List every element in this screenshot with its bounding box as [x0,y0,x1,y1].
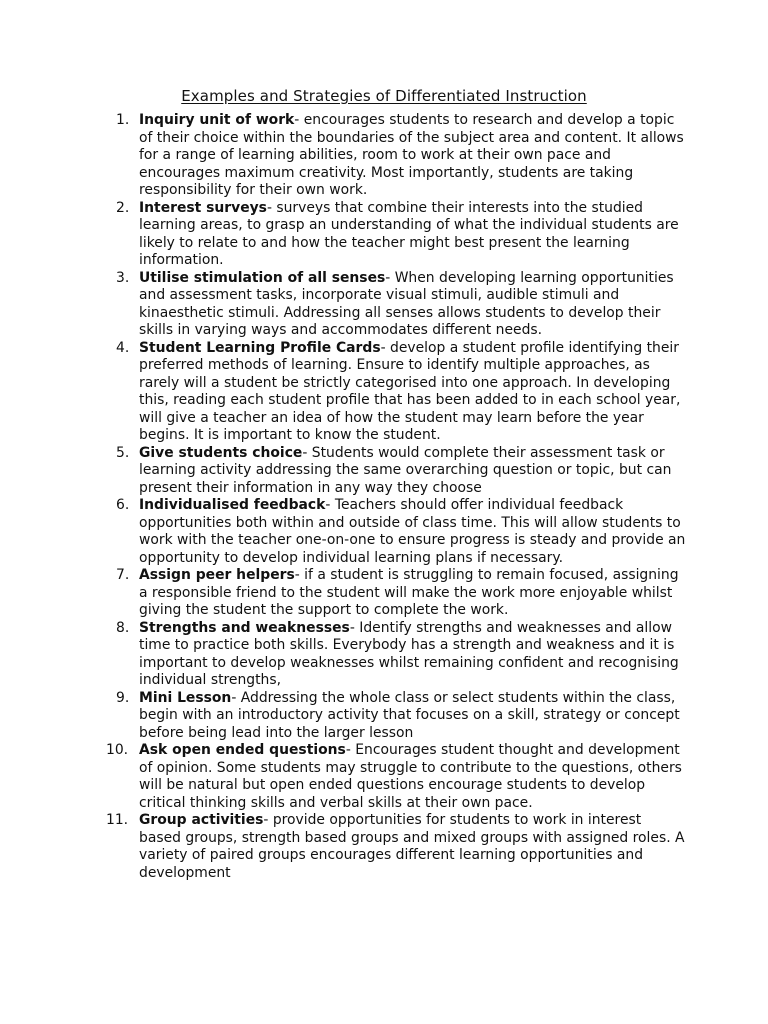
list-item-number: 7. [116,567,130,583]
list-item-number: 4. [116,339,130,356]
list-item-term: Give students choice [139,444,303,461]
list-item-description: - Identify strengths and weaknesses and allow time to practice both skills. Everybody has a strength and weakness and it is important to develop weaknesses whilst remaining confident and recognising individual strengths, [139,619,679,688]
list-item-number: 11. [106,812,129,828]
list-item-number: 9. [116,689,130,706]
list-item-term: Interest surveys [139,199,267,216]
list-item-number: 3. [116,269,130,286]
list-item [106,567,686,620]
list-item-description: - Addressing the whole class or select students within the class, begin with an introductory activity that focuses on a skill, strategy or concept before being lead into the larger lesson [139,689,680,741]
list-item-term: Group activities [139,812,264,828]
strategy-list [106,112,686,882]
list-item-term: Assign peer helpers [139,567,295,583]
document-title: Examples and Strategies of Differentiated Instruction [181,87,587,105]
list-item [106,497,686,567]
list-item [106,620,686,690]
list-item [106,742,686,812]
list-item-description: - encourages students to research and develop a topic of their choice within the boundaries of the subject area and content. It allows for a range of learning abilities, room to work at their own pace and encourages maximum creativity. Most importantly, students are taking responsibility for their own work. [139,112,684,198]
list-item-description: - Encourages student thought and development of opinion. Some students may struggle to contribute to the questions, others will be natural but open ended questions encourage students to develop critical thinking skills and verbal skills at their own pace. [139,742,682,811]
list-item-description: - surveys that combine their interests into the studied learning areas, to grasp an understanding of what the individual students are likely to relate to and how the teacher might best present the learning information. [139,199,679,268]
list-item [106,340,686,445]
list-item-description: - When developing learning opportunities and assessment tasks, incorporate visual stimuli, audible stimuli and kinaesthetic stimuli. Addressing all senses allows students to develop their skills in varying ways and accommodates different needs. [139,269,674,338]
list-item [106,200,686,270]
list-item [106,112,686,200]
list-item-number: 1. [116,112,130,128]
list-item-number: 8. [116,619,130,636]
list-item-number: 6. [116,497,130,513]
list-item [106,690,686,743]
list-item-description: - Students would complete their assessment task or learning activity addressing the same overarching question or topic, but can present their information in any way they choose [139,444,672,496]
list-item-term: Individualised feedback [139,497,326,513]
list-item-term: Ask open ended questions [139,742,346,758]
list-item-term: Inquiry unit of work [139,112,295,128]
list-item-description: - Teachers should offer individual feedback opportunities both within and outside of class time. This will allow students to work with the teacher one-on-one to ensure progress is steady and provide an opportunity to develop individual learning plans if necessary. [139,497,686,566]
list-item-number: 2. [116,199,130,216]
list-item-description: - provide opportunities for students to work in interest based groups, strength based groups and mixed groups with assigned roles. A variety of paired groups encourages different learning opportunities and development [139,812,685,881]
list-item-term: Strengths and weaknesses [139,619,350,636]
list-item [106,445,686,498]
list-item-description: - develop a student profile identifying their preferred methods of learning. Ensure to identify multiple approaches, as rarely will a student be strictly categorised into one approach. In developing this, reading each student profile that has been added to in each school year, will give a teacher an idea of how the student may learn before the year begins. It is important to know the student. [139,339,681,443]
list-item-term: Student Learning Profile Cards [139,339,381,356]
list-item [106,812,686,882]
list-item [106,270,686,340]
list-item-term: Mini Lesson [139,689,232,706]
list-item-number: 5. [116,444,130,461]
list-item-description: - if a student is struggling to remain focused, assigning a responsible friend to the student will make the work more enjoyable whilst giving the student the support to complete the work. [139,567,679,618]
list-item-term: Utilise stimulation of all senses [139,269,386,286]
list-item-number: 10. [106,742,129,758]
